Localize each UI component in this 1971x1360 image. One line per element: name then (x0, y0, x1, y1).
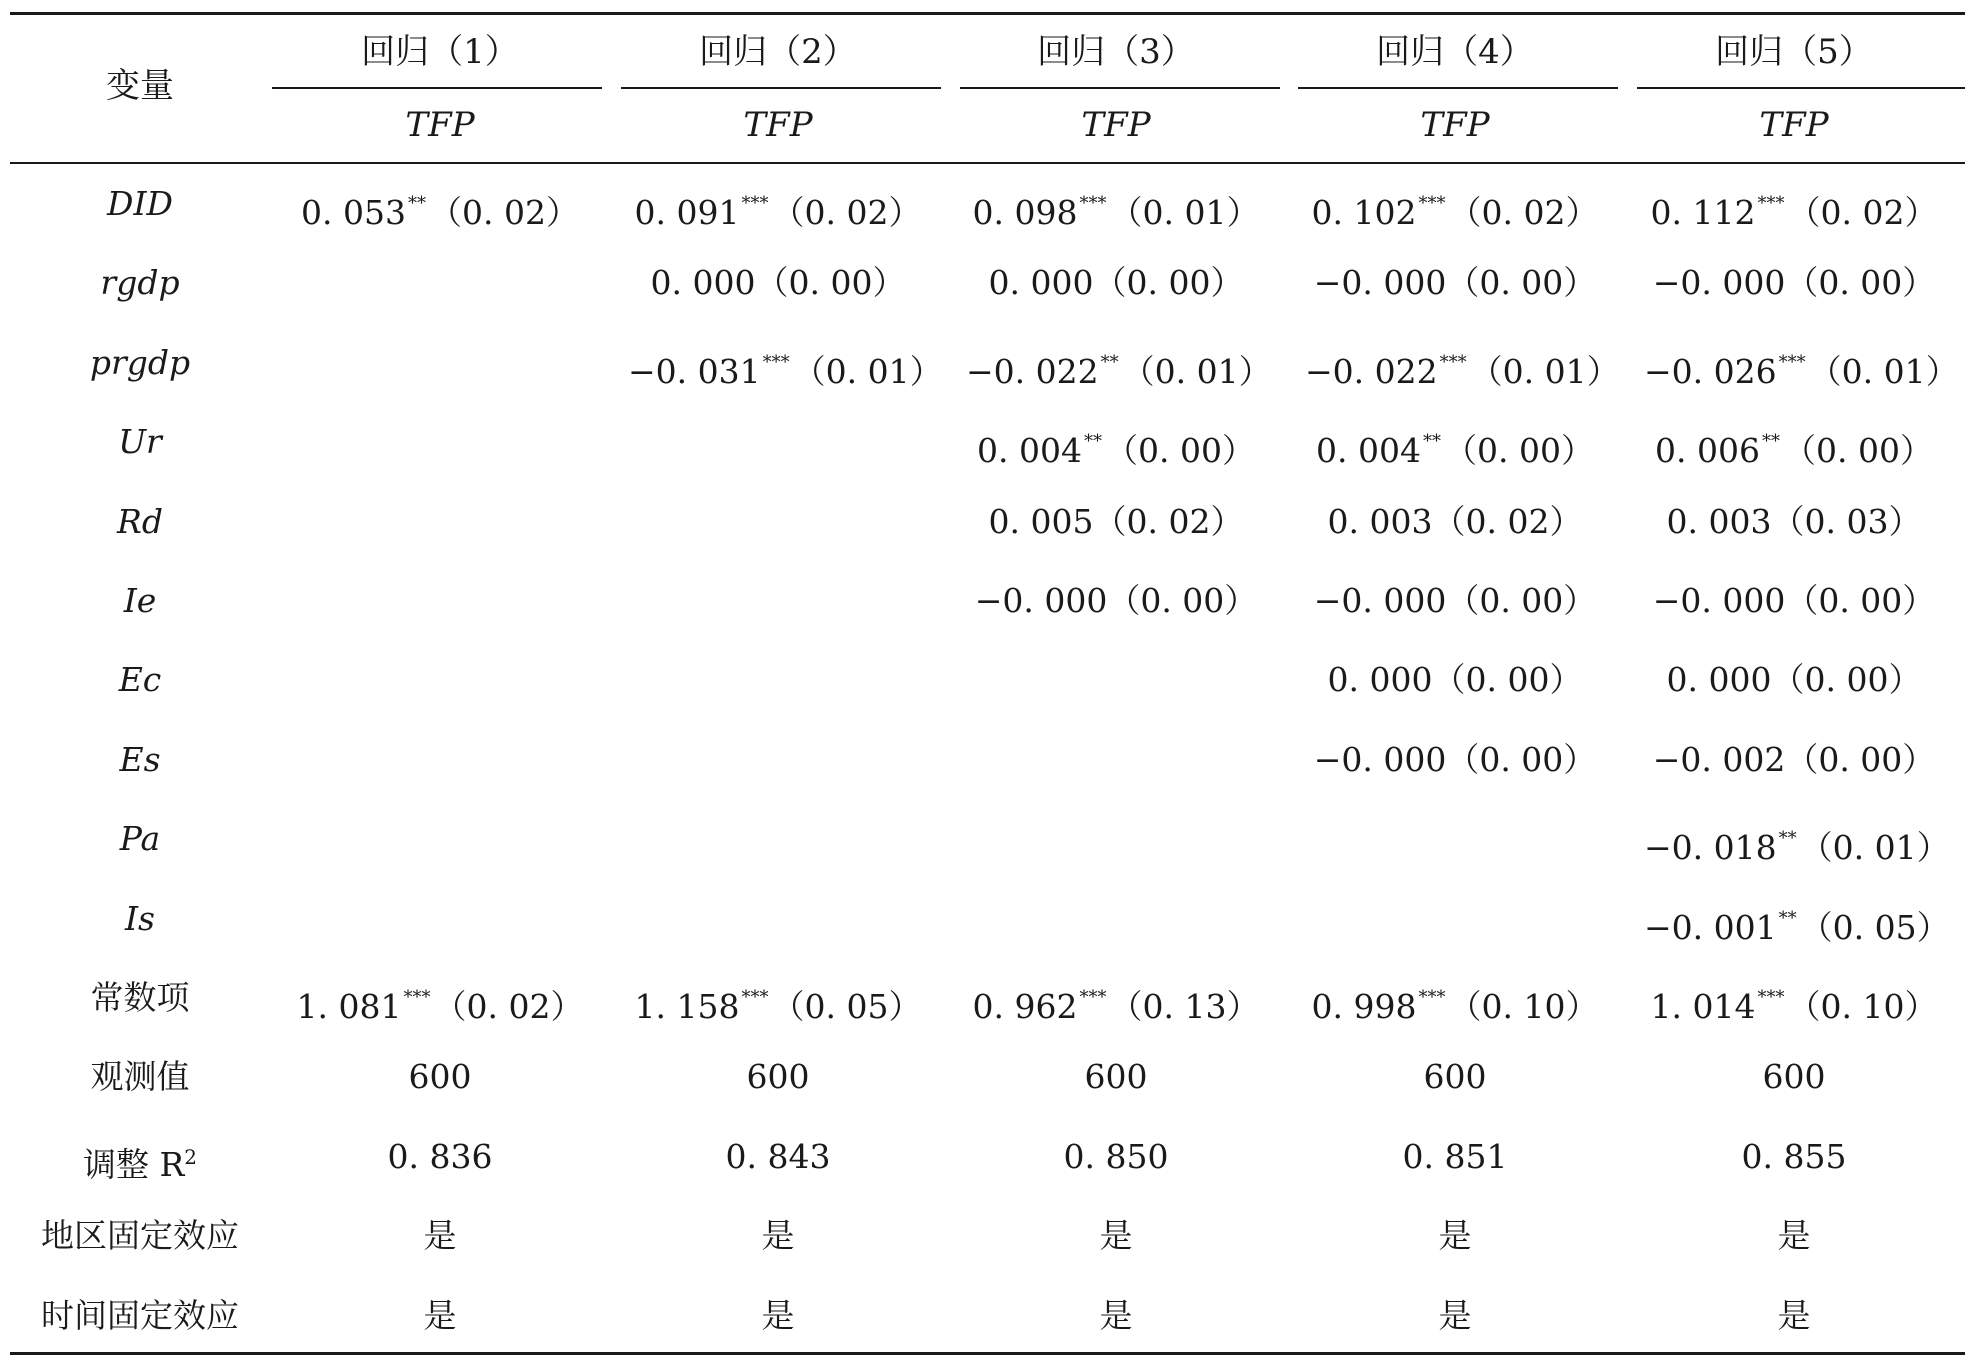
regression-3-underline (960, 87, 1280, 89)
table-cell (1305, 581, 1605, 621)
table-cell (966, 740, 1266, 780)
cell-value: −0. 000 (1313, 740, 1447, 779)
standard-error: （0. 00） (1771, 660, 1922, 699)
table-cell (1644, 581, 1944, 621)
regression-5-header: 回归（5） (1715, 32, 1873, 72)
table-cell (628, 740, 928, 780)
significance-stars: ** (1084, 431, 1102, 452)
table-cell (966, 1296, 1266, 1336)
table-cell (1305, 899, 1605, 939)
regression-5-underline (1637, 87, 1965, 89)
table-cell (1305, 978, 1605, 1026)
dependent-variable-5: TFP (1759, 105, 1829, 145)
cell-value: 0. 843 (725, 1137, 831, 1176)
standard-error: （0. 00） (1444, 431, 1594, 470)
dependent-variable-1: TFP (405, 105, 475, 145)
table-cell (1305, 343, 1620, 391)
table-cell (966, 502, 1266, 542)
significance-stars: *** (762, 352, 790, 373)
table-cell (966, 343, 1272, 391)
cell-value: 0. 998 (1311, 987, 1417, 1026)
table-cell (1644, 343, 1959, 391)
cell-value: 600 (1423, 1057, 1487, 1096)
table-cell (628, 343, 943, 391)
cell-value: 是 (761, 1296, 795, 1335)
standard-error: （0. 02） (1432, 502, 1583, 541)
row-label (10, 422, 270, 462)
cell-value: 0. 098 (972, 193, 1078, 232)
standard-error: （0. 02） (433, 987, 584, 1026)
table-cell (290, 184, 590, 232)
cell-value: −0. 002 (1652, 740, 1786, 779)
cell-value: −0. 031 (628, 352, 761, 391)
table-cell (290, 978, 590, 1026)
table-cell (1305, 1057, 1605, 1097)
cell-value: 0. 000 (650, 263, 756, 302)
row-label (10, 343, 270, 383)
cell-value: 0. 962 (972, 987, 1078, 1026)
row-label-text: Is (125, 899, 155, 938)
table-cell (966, 1137, 1266, 1177)
row-label (10, 1296, 270, 1336)
dependent-variable-4: TFP (1420, 105, 1490, 145)
cell-value: −0. 000 (1652, 581, 1786, 620)
row-label (10, 184, 270, 224)
table-cell (290, 1057, 590, 1097)
standard-error: （0. 00） (1785, 740, 1936, 779)
standard-error: （0. 00） (1785, 263, 1936, 302)
table-cell (1644, 422, 1944, 470)
table-cell (1305, 740, 1605, 780)
table-cell (290, 1216, 590, 1256)
cell-value: 600 (1762, 1057, 1826, 1096)
row-label-text: Ec (118, 660, 162, 699)
table-cell (290, 740, 590, 780)
row-label (10, 1137, 270, 1184)
significance-stars: *** (1079, 987, 1107, 1008)
table-cell (290, 819, 590, 859)
cell-value: 是 (1438, 1216, 1472, 1255)
table-cell (628, 184, 928, 232)
standard-error: （0. 00） (1107, 581, 1258, 620)
cell-value: 0. 851 (1402, 1137, 1508, 1176)
row-label-text: Es (119, 740, 161, 779)
row-label-text: 时间固定效应 (41, 1296, 239, 1335)
table-cell (1305, 819, 1605, 859)
cell-value: 1. 158 (634, 987, 740, 1026)
significance-stars: ** (1100, 352, 1119, 373)
row-label (10, 581, 270, 621)
cell-value: −0. 000 (974, 581, 1108, 620)
standard-error: （0. 00） (1105, 431, 1255, 470)
cell-value: 0. 003 (1666, 502, 1772, 541)
table-cell (1644, 819, 1950, 867)
cell-value: 是 (761, 1216, 795, 1255)
significance-stars: *** (1418, 987, 1446, 1008)
table-cell (1644, 899, 1950, 947)
significance-stars: ** (1423, 431, 1441, 452)
cell-value: 是 (1099, 1216, 1133, 1255)
row-label (10, 819, 270, 859)
row-label-text: rgdp (100, 263, 180, 302)
table-cell (290, 1296, 590, 1336)
significance-stars: ** (1762, 431, 1780, 452)
cell-value: −0. 026 (1644, 352, 1777, 391)
dependent-variable-2: TFP (743, 105, 813, 145)
table-cell (1644, 263, 1944, 303)
table-cell (290, 422, 590, 462)
regression-4-header: 回归（4） (1376, 32, 1534, 72)
regression-3-header: 回归（3） (1037, 32, 1195, 72)
standard-error: （0. 02） (1093, 502, 1244, 541)
standard-error: （0. 01） (1121, 352, 1272, 391)
cell-value: 1. 081 (296, 987, 402, 1026)
significance-stars: *** (1079, 193, 1107, 214)
significance-stars: *** (741, 987, 769, 1008)
table-cell (966, 899, 1266, 939)
bottom-rule (10, 1352, 1965, 1355)
table-cell (290, 899, 590, 939)
row-label (10, 899, 270, 939)
row-label (10, 263, 270, 303)
significance-stars: *** (1757, 193, 1785, 214)
cell-value: 0. 004 (1316, 431, 1421, 470)
standard-error: （0. 00） (1446, 263, 1597, 302)
cell-value: 是 (1438, 1296, 1472, 1335)
cell-value: 是 (1777, 1296, 1811, 1335)
regression-4-underline (1298, 87, 1618, 89)
header-bottom-rule (10, 162, 1965, 164)
standard-error: （0. 10） (1787, 987, 1938, 1026)
cell-value: 0. 091 (634, 193, 740, 232)
cell-value: 0. 005 (988, 502, 1094, 541)
row-label (10, 1057, 270, 1097)
table-cell (1305, 1296, 1605, 1336)
standard-error: （0. 00） (1093, 263, 1244, 302)
cell-value: 0. 850 (1063, 1137, 1169, 1176)
cell-value: 600 (746, 1057, 810, 1096)
table-cell (290, 343, 590, 383)
row-label-text: DID (107, 184, 173, 223)
cell-value: 0. 000 (988, 263, 1094, 302)
cell-value: 0. 003 (1327, 502, 1433, 541)
regression-1-underline (272, 87, 602, 89)
table-cell (1644, 502, 1944, 542)
table-cell (966, 422, 1266, 470)
significance-stars: *** (1757, 987, 1785, 1008)
table-cell (628, 978, 928, 1026)
row-label-text: 常数项 (90, 978, 190, 1017)
significance-stars: *** (1778, 352, 1806, 373)
table-cell (1644, 978, 1944, 1026)
table-cell (1305, 1137, 1605, 1177)
row-label-text: Ur (118, 422, 162, 461)
row-label-text: Rd (117, 502, 163, 541)
cell-value: 0. 855 (1741, 1137, 1847, 1176)
table-cell (966, 978, 1266, 1026)
cell-value: 0. 102 (1311, 193, 1417, 232)
standard-error: （0. 03） (1771, 502, 1922, 541)
significance-stars: *** (741, 193, 769, 214)
table-cell (628, 502, 928, 542)
standard-error: （0. 10） (1448, 987, 1599, 1026)
table-cell (1305, 502, 1605, 542)
cell-value: −0. 018 (1644, 828, 1777, 867)
table-cell (628, 422, 928, 462)
standard-error: （0. 02） (1787, 193, 1938, 232)
standard-error: （0. 00） (1446, 581, 1597, 620)
table-cell (1305, 1216, 1605, 1256)
table-cell (290, 660, 590, 700)
row-label-superscript: 2 (184, 1145, 198, 1169)
table-cell (1305, 184, 1605, 232)
row-label-text: Pa (119, 819, 161, 858)
table-cell (1305, 422, 1605, 470)
cell-value: 0. 006 (1655, 431, 1760, 470)
table-cell (966, 819, 1266, 859)
regression-1-header: 回归（1） (361, 32, 519, 72)
significance-stars: ** (1778, 908, 1797, 929)
table-cell (1305, 263, 1605, 303)
cell-value: 是 (423, 1296, 457, 1335)
variable-header: 变量 (106, 66, 174, 106)
table-cell (1644, 740, 1944, 780)
cell-value: 0. 004 (977, 431, 1082, 470)
cell-value: 0. 836 (387, 1137, 493, 1176)
standard-error: （0. 00） (1446, 740, 1597, 779)
table-cell (290, 263, 590, 303)
cell-value: 是 (1099, 1296, 1133, 1335)
dependent-variable-3: TFP (1081, 105, 1151, 145)
cell-value: 0. 000 (1666, 660, 1772, 699)
table-cell (966, 1057, 1266, 1097)
table-cell (1644, 1216, 1944, 1256)
row-label-text: 调整 R (82, 1145, 185, 1184)
significance-stars: *** (1418, 193, 1446, 214)
row-label-text: Ie (123, 581, 157, 620)
table-cell (628, 1137, 928, 1177)
cell-value: 0. 112 (1650, 193, 1756, 232)
significance-stars: *** (1439, 352, 1467, 373)
table-cell (628, 1216, 928, 1256)
standard-error: （0. 13） (1109, 987, 1260, 1026)
row-label (10, 660, 270, 700)
cell-value: −0. 000 (1313, 263, 1447, 302)
standard-error: （0. 01） (1799, 828, 1950, 867)
regression-2-underline (621, 87, 941, 89)
cell-value: −0. 022 (966, 352, 1099, 391)
significance-stars: ** (408, 193, 426, 214)
table-cell (966, 1216, 1266, 1256)
table-cell (1644, 1137, 1944, 1177)
standard-error: （0. 01） (1109, 193, 1260, 232)
standard-error: （0. 01） (1808, 352, 1959, 391)
table-cell (290, 502, 590, 542)
standard-error: （0. 01） (792, 352, 943, 391)
table-cell (1644, 1296, 1944, 1336)
table-cell (1644, 184, 1944, 232)
significance-stars: ** (1778, 828, 1797, 849)
cell-value: 0. 000 (1327, 660, 1433, 699)
table-cell (628, 581, 928, 621)
row-label-text: 地区固定效应 (41, 1216, 239, 1255)
row-label (10, 502, 270, 542)
table-cell (628, 819, 928, 859)
table-cell (628, 660, 928, 700)
top-rule (10, 12, 1965, 15)
table-cell (628, 899, 928, 939)
regression-2-header: 回归（2） (699, 32, 857, 72)
cell-value: −0. 000 (1652, 263, 1786, 302)
standard-error: （0. 02） (1448, 193, 1599, 232)
standard-error: （0. 00） (1785, 581, 1936, 620)
standard-error: （0. 00） (1783, 431, 1933, 470)
table-cell (290, 1137, 590, 1177)
row-label-text: prgdp (89, 343, 191, 382)
cell-value: −0. 022 (1305, 352, 1438, 391)
table-cell (966, 263, 1266, 303)
cell-value: 1. 014 (1650, 987, 1756, 1026)
table-cell (1644, 1057, 1944, 1097)
table-cell (290, 581, 590, 621)
standard-error: （0. 05） (1799, 908, 1950, 947)
significance-stars: *** (403, 987, 431, 1008)
cell-value: −0. 000 (1313, 581, 1447, 620)
row-label (10, 740, 270, 780)
cell-value: −0. 001 (1644, 908, 1777, 947)
standard-error: （0. 00） (1432, 660, 1583, 699)
cell-value: 是 (423, 1216, 457, 1255)
row-label-text: 观测值 (90, 1057, 190, 1096)
standard-error: （0. 02） (771, 193, 922, 232)
cell-value: 600 (408, 1057, 472, 1096)
table-cell (628, 1296, 928, 1336)
table-cell (628, 1057, 928, 1097)
cell-value: 0. 053 (301, 193, 406, 232)
table-cell (628, 263, 928, 303)
standard-error: （0. 00） (755, 263, 906, 302)
table-cell (1305, 660, 1605, 700)
table-cell (966, 581, 1266, 621)
table-cell (966, 660, 1266, 700)
standard-error: （0. 02） (429, 193, 579, 232)
table-cell (966, 184, 1266, 232)
cell-value: 600 (1084, 1057, 1148, 1096)
standard-error: （0. 05） (771, 987, 922, 1026)
row-label (10, 1216, 270, 1256)
table-cell (1644, 660, 1944, 700)
standard-error: （0. 01） (1469, 352, 1620, 391)
row-label (10, 978, 270, 1018)
cell-value: 是 (1777, 1216, 1811, 1255)
